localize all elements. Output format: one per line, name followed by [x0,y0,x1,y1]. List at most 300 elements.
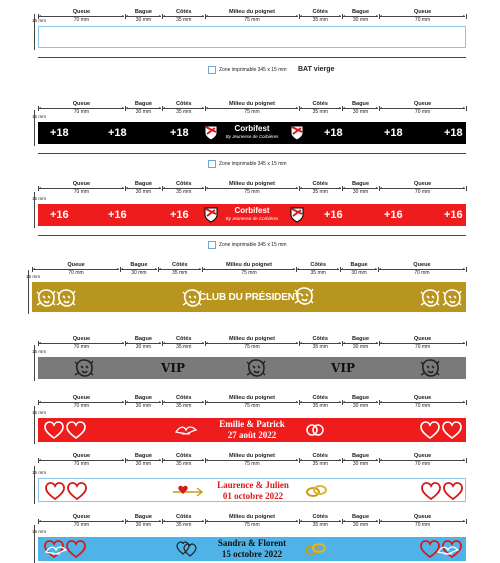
badge-label: +16 [108,208,127,221]
dimension-tick [342,519,343,524]
couple-names: Laurence & Julien [217,480,289,490]
printable-zone-label [208,160,287,168]
shield-icon [290,125,304,146]
dimension-tick [378,267,379,272]
dimension-mm: 75 mm [244,109,260,115]
height-mark-line [34,192,35,228]
dimension-mm: 70 mm [73,189,90,195]
dimension-tick [38,458,39,463]
dimension-title: Bague [351,336,370,342]
dimension-tick [38,341,39,346]
dimension-mm: 75 mm [244,17,260,23]
dimension-row [32,262,466,284]
dimension-mm: 35 mm [312,109,328,115]
dimension-cotes [299,336,342,358]
dimension-line [343,108,378,109]
dimension-line [343,188,378,189]
dimension-queue [379,101,466,123]
dimension-bague [125,101,162,123]
dimension-mm: 75 mm [244,344,260,350]
lion-icon [442,288,462,313]
dimension-title: Côtés [312,336,328,342]
dimension-bague [342,336,379,358]
dimension-queue [38,181,125,203]
lion-icon [36,288,56,313]
heart-icon [421,482,441,505]
dimension-tick [342,106,343,111]
dimension-row [38,453,466,475]
dimension-tick [125,519,126,524]
dimension-line [343,460,378,461]
dimension-cotes [299,101,342,123]
badge-label: +18 [324,126,343,139]
height-mark-label: 15 mm [32,18,47,23]
dimension-mm: 35 mm [176,17,192,23]
dimension-mm: 70 mm [414,270,430,276]
dimension-bague [125,395,162,417]
dimension-cotes [162,453,205,475]
dimension-title: Côtés [175,395,192,401]
dimension-tick [340,267,341,272]
lion-icon [56,288,76,313]
badge-label: +18 [384,126,403,139]
dimension-title: Bague [134,395,152,401]
dimension-cotes [299,181,342,203]
rings-icon [304,541,326,562]
dimension-tick [125,400,126,405]
couple-names: Sandra & Florent [217,538,287,548]
dimension-tick [379,341,380,346]
dimension-mm: 75 mm [244,461,260,467]
dimension-title: Bague [134,9,152,15]
dimension-tick [158,267,159,272]
dimension-tick [162,14,163,19]
badge-label: +16 [170,208,189,221]
dimension-line [163,521,204,522]
dimension-tick [299,341,300,346]
dimension-line [163,343,204,344]
dimension-mm: 70 mm [414,344,431,350]
dimension-mm: 35 mm [312,17,328,23]
dimension-title: Queue [72,101,91,107]
height-mark-line [34,406,35,444]
width-arrow-line [38,57,466,58]
dimension-line [380,521,465,522]
bracelet-strip-plus18 [38,122,466,144]
dimension-line [343,521,378,522]
dimension-title: Côtés [312,101,328,107]
dimension-title: Bague [350,262,368,268]
dimension-tick [205,458,206,463]
dimension-line [126,16,161,17]
dimension-bague [342,514,379,536]
dimension-line [206,402,297,403]
dimension-tick [32,267,33,272]
dimension-mm: 70 mm [73,344,90,350]
bracelet-strip-club [32,282,466,312]
dimension-queue [38,336,125,358]
dimension-mm: 70 mm [414,403,431,409]
dimension-title: Queue [72,395,91,401]
dimension-queue [379,395,466,417]
dimension-bague [125,336,162,358]
dimension-queue [379,181,466,203]
height-mark-label: 15 mm [32,529,47,534]
dimension-tick [125,106,126,111]
dimension-queue [379,453,466,475]
dimension-bague [342,395,379,417]
dimension-milieu [205,336,298,358]
dimension-tick [38,519,39,524]
dimension-bague [125,181,162,203]
dimension-line [39,188,124,189]
dimension-title: Queue [413,336,432,342]
dimension-mm: 70 mm [414,461,431,467]
dimension-mm: 30 mm [135,344,152,350]
dimension-bague [342,453,379,475]
dimension-title: Milieu du poignet [228,453,275,459]
dimension-milieu [205,453,298,475]
dimension-tick [466,106,467,111]
dimension-tick [342,458,343,463]
dimension-line [39,108,124,109]
vip-label: VIP [331,361,355,375]
lion-icon [246,358,266,383]
heart-icon [45,482,65,505]
height-mark-line [34,14,35,50]
badge-label: +18 [444,126,463,139]
dimension-mm: 30 mm [131,270,147,276]
dimension-line [206,460,297,461]
wedding-date: 27 août 2022 [227,430,277,440]
dimension-tick [162,106,163,111]
dimension-mm: 70 mm [73,461,90,467]
dimension-cotes [162,395,205,417]
arrow-heart-icon [171,484,203,503]
dimension-mm: 35 mm [176,189,192,195]
height-mark-line [28,270,29,314]
zone-checkbox-icon [208,66,216,74]
dimension-mm: 30 mm [352,522,369,528]
dimension-tick [38,186,39,191]
dimension-mm: 35 mm [176,344,192,350]
dimension-queue [379,514,466,536]
dimension-mm: 75 mm [244,189,260,195]
dimension-line [206,188,297,189]
dimension-title: Milieu du poignet [228,336,275,342]
dimension-title: Côtés [312,181,328,187]
dimension-line [126,343,161,344]
dimension-title: Queue [413,9,432,15]
bracelet-strip-plus16 [38,204,466,226]
dimension-row [38,395,466,417]
dimension-mm: 35 mm [172,270,188,276]
bracelet-strip-blank [38,26,466,48]
dimension-line [33,269,119,270]
dimension-tick [205,106,206,111]
dimension-title: Queue [413,181,432,187]
dimension-queue [32,262,120,284]
dimension-tick [342,341,343,346]
dimension-tick [162,458,163,463]
height-mark-line [34,525,35,563]
dimension-bague [340,262,378,284]
dimension-tick [202,267,203,272]
wedding-date: 15 octobre 2022 [221,549,283,559]
badge-label: +18 [108,126,127,139]
dimension-tick [466,341,467,346]
dove-icon [174,422,198,441]
dimension-mm: 30 mm [135,109,152,115]
dimension-title: Milieu du poignet [228,9,275,15]
dimension-cotes [299,453,342,475]
dimension-cotes [162,181,205,203]
height-mark-line [34,110,35,146]
dimension-title: Milieu du poignet [225,262,272,268]
dimension-tick [205,186,206,191]
zone-text: Zone imprimable 345 x 15 mm [219,67,287,73]
dove-icon [44,542,68,561]
dimension-tick [125,14,126,19]
dimension-line [380,16,465,17]
dimension-mm: 30 mm [135,522,152,528]
dimension-mm: 70 mm [414,109,431,115]
dimension-mm: 35 mm [312,344,328,350]
dimension-title: Côtés [175,514,192,520]
dimension-title: Côtés [175,181,192,187]
dimension-title: Bague [134,514,152,520]
badge-label: +16 [384,208,403,221]
badge-label: +18 [170,126,189,139]
dimension-tick [379,186,380,191]
dimension-line [126,108,161,109]
dimension-mm: 70 mm [414,189,431,195]
dimension-tick [205,400,206,405]
dimension-title: Milieu du poignet [228,395,275,401]
dimension-tick [125,458,126,463]
width-arrow-line [38,235,466,236]
dimension-mm: 70 mm [73,17,90,23]
dimension-bague [125,453,162,475]
height-mark-label: 15 mm [32,410,47,415]
center-title: CLUB DU PRÉSIDENT [199,291,301,303]
dimension-title: Milieu du poignet [228,181,275,187]
dimension-mm: 70 mm [414,522,431,528]
dimension-line [380,188,465,189]
dimension-mm: 30 mm [352,17,369,23]
dimension-tick [342,400,343,405]
heart-icon [66,421,86,444]
heart-icon [442,421,462,444]
badge-label: +16 [324,208,343,221]
dimension-mm: 30 mm [352,461,369,467]
dimension-line [39,521,124,522]
dimension-bague [125,514,162,536]
dimension-title: Bague [351,101,370,107]
rings-icon [304,422,326,443]
dimension-line [300,460,341,461]
dimension-title: Milieu du poignet [228,514,275,520]
dimension-mm: 75 mm [244,522,260,528]
dimension-line [39,16,124,17]
dimension-mm: 30 mm [352,109,369,115]
dimension-tick [38,400,39,405]
dimension-title: Bague [130,262,148,268]
dimension-line [300,108,341,109]
dimension-title: Queue [72,514,91,520]
dimension-tick [125,186,126,191]
dimension-line [126,402,161,403]
dimension-line [343,402,378,403]
height-mark-label: 15 mm [32,196,47,201]
dimension-mm: 30 mm [351,270,367,276]
zone-text: Zone imprimable 345 x 15 mm [219,161,287,167]
dimension-tick [342,186,343,191]
dimension-title: Queue [413,453,432,459]
badge-label: +18 [50,126,69,139]
dimension-mm: 30 mm [352,403,369,409]
dimension-line [39,460,124,461]
dimension-title: Queue [413,101,432,107]
dimension-title: Bague [351,395,370,401]
dimension-line [39,343,124,344]
height-mark-line [34,466,35,504]
badge-label: +16 [444,208,463,221]
dimension-queue [38,514,125,536]
lion-icon [74,358,94,383]
height-mark-line [34,345,35,381]
printable-zone-label [208,66,287,74]
dimension-milieu [205,181,298,203]
dimension-line [206,16,297,17]
dimension-line [39,402,124,403]
dimension-tick [205,341,206,346]
dimension-title: Bague [351,9,370,15]
dimension-line [343,343,378,344]
zone-text: Zone imprimable 345 x 15 mm [219,242,287,248]
dimension-line [206,521,297,522]
dimension-line [126,188,161,189]
dimension-tick [466,14,467,19]
dimension-mm: 70 mm [414,17,431,23]
dimension-tick [466,186,467,191]
dimension-title: Queue [413,395,432,401]
dimension-tick [162,400,163,405]
dimension-line [206,343,297,344]
heart-icon [44,421,64,444]
dimension-tick [466,400,467,405]
dimension-cotes [299,514,342,536]
dimension-row [38,101,466,123]
dimension-title: Queue [72,453,91,459]
dimension-tick [466,458,467,463]
dimension-bague [342,181,379,203]
dimension-cotes [162,514,205,536]
printable-zone-label [208,241,287,249]
dimension-title: Côtés [312,395,328,401]
height-mark-label: 15 mm [32,114,47,119]
dimension-mm: 35 mm [176,461,192,467]
dimension-mm: 75 mm [244,403,260,409]
dimension-line [126,521,161,522]
height-mark-label: 15 mm [32,470,47,475]
dimension-mm: 35 mm [312,461,328,467]
couple-names: Emilie & Patrick [219,419,285,429]
center-subtitle: By Jeunesse de Corbières [225,216,279,221]
dimension-line [121,269,157,270]
dimension-line [300,521,341,522]
dimension-milieu [202,262,296,284]
dimension-title: Bague [351,453,370,459]
dimension-line [380,460,465,461]
dimension-mm: 70 mm [73,109,90,115]
dimension-tick [379,519,380,524]
dimension-milieu [205,395,298,417]
dimension-line [159,269,201,270]
dimension-title: Queue [72,336,91,342]
dimension-tick [205,519,206,524]
dimension-title: Bague [134,336,152,342]
shield-icon [290,207,304,228]
dimension-line [300,188,341,189]
dimension-queue [38,453,125,475]
center-subtitle: By Jeunesse de Corbières [225,134,279,139]
dimension-title: Côtés [175,101,192,107]
zone-checkbox-icon [208,160,216,168]
badge-label: +16 [50,208,69,221]
dimension-line [206,108,297,109]
dimension-tick [342,14,343,19]
dimension-title: Queue [413,514,432,520]
dimension-tick [162,341,163,346]
hearts-icon [176,540,198,563]
height-mark-label: 15 mm [32,349,47,354]
dimension-title: Côtés [175,453,192,459]
dimension-line [300,16,341,17]
dimension-mm: 35 mm [310,270,326,276]
center-title: Corbifest [234,206,270,215]
dimension-title: Côtés [310,262,326,268]
heart-icon [66,540,86,563]
dimension-mm: 30 mm [135,461,152,467]
dimension-title: Queue [413,262,431,268]
dimension-title: Côtés [172,262,188,268]
center-title: Corbifest [234,124,270,133]
dimension-line [343,16,378,17]
dimension-tick [379,400,380,405]
dimension-cotes [299,395,342,417]
dimension-mm: 30 mm [352,189,369,195]
dimension-title: Queue [72,9,91,15]
dimension-title: Bague [134,101,152,107]
dimension-line [297,269,339,270]
dimension-line [163,16,204,17]
dimension-title: Bague [351,181,370,187]
vip-label: VIP [161,361,185,375]
dimension-tick [125,341,126,346]
dimension-line [163,108,204,109]
lion-icon [420,358,440,383]
dimension-tick [205,14,206,19]
dimension-row [38,336,466,358]
dimension-tick [379,458,380,463]
dimension-title: Côtés [175,336,192,342]
dimension-row [38,181,466,203]
height-mark-label: 15 mm [26,274,41,279]
dimension-tick [296,267,297,272]
dimension-mm: 35 mm [176,522,192,528]
dimension-mm: 70 mm [73,522,90,528]
